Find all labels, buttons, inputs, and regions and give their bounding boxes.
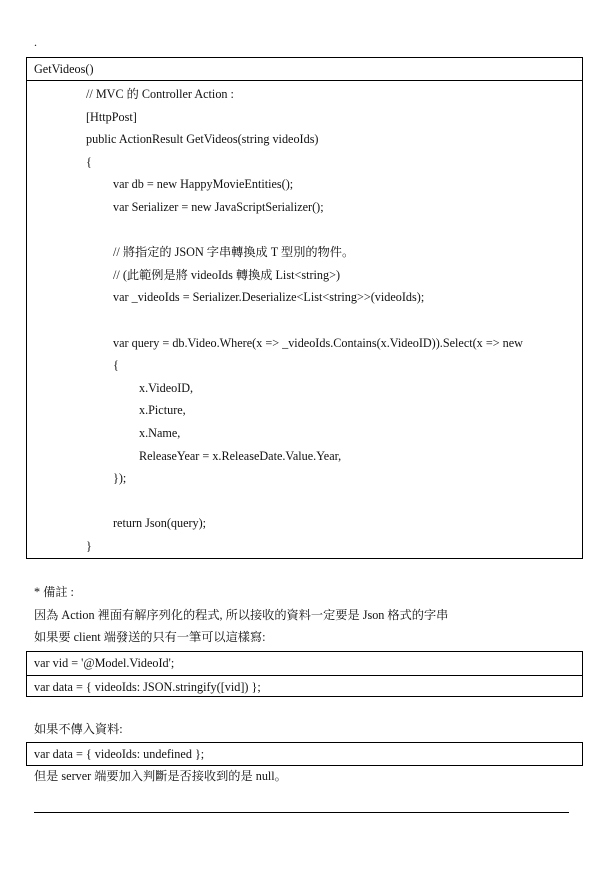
code-line — [27, 219, 582, 242]
footer-rule — [34, 812, 569, 813]
code-line: var data = { videoIds: JSON.stringify([vid]) }; — [34, 679, 261, 694]
code-line: var _videoIds = Serializer.Deserialize<List<string>>(videoIds); — [113, 290, 425, 305]
code-block-client — [26, 651, 583, 697]
code-line: var data = { videoIds: undefined }; — [34, 747, 205, 761]
code-line — [27, 490, 582, 513]
code-block-undefined — [26, 742, 583, 766]
code-line: x.Name, — [139, 425, 181, 440]
code-line: // MVC 的 Controller Action : — [86, 87, 234, 101]
code-line — [27, 309, 582, 332]
code-line: x.VideoID, — [139, 380, 194, 395]
note-line-2: 如果要 client 端發送的只有一筆可以這樣寫: — [34, 630, 266, 644]
code-line: } — [86, 538, 92, 553]
code-line: ReleaseYear = x.ReleaseDate.Value.Year, — [139, 448, 342, 463]
code-line: // (此範例是將 videoIds 轉換成 List<string>) — [113, 267, 341, 282]
code-line: // 將指定的 JSON 字串轉換成 T 型別的物件。 — [113, 245, 355, 260]
code-lines — [27, 81, 582, 557]
code-line: x.Picture, — [139, 403, 186, 418]
code-block-title: GetVideos() — [27, 58, 582, 81]
code-block-getvideos — [26, 57, 583, 559]
code-line: var vid = '@Model.VideoId'; — [27, 652, 582, 676]
code-line: [HttpPost] — [86, 109, 137, 124]
code-line: var db = new HappyMovieEntities(); — [113, 177, 294, 192]
code-line: { — [113, 358, 119, 373]
code-line: var Serializer = new JavaScriptSerializer(); — [113, 199, 324, 214]
note-line-1: 因為 Action 裡面有解序列化的程式, 所以接收的資料一定要是 Json 格式的字串 — [34, 608, 449, 622]
server-note: 但是 server 端要加入判斷是否接收到的是 null。 — [34, 769, 287, 783]
code-line: var query = db.Video.Where(x => _videoIds.Contains(x.VideoID)).Select(x => new — [113, 335, 523, 350]
page-mark: . — [34, 35, 37, 49]
note-heading: * 備註 : — [34, 585, 74, 599]
code-line: public ActionResult GetVideos(string videoIds) — [86, 132, 319, 147]
code-line: { — [86, 154, 92, 169]
code-line: }); — [113, 471, 127, 486]
code-line: return Json(query); — [113, 516, 207, 531]
no-data-label: 如果不傳入資料: — [34, 722, 123, 736]
